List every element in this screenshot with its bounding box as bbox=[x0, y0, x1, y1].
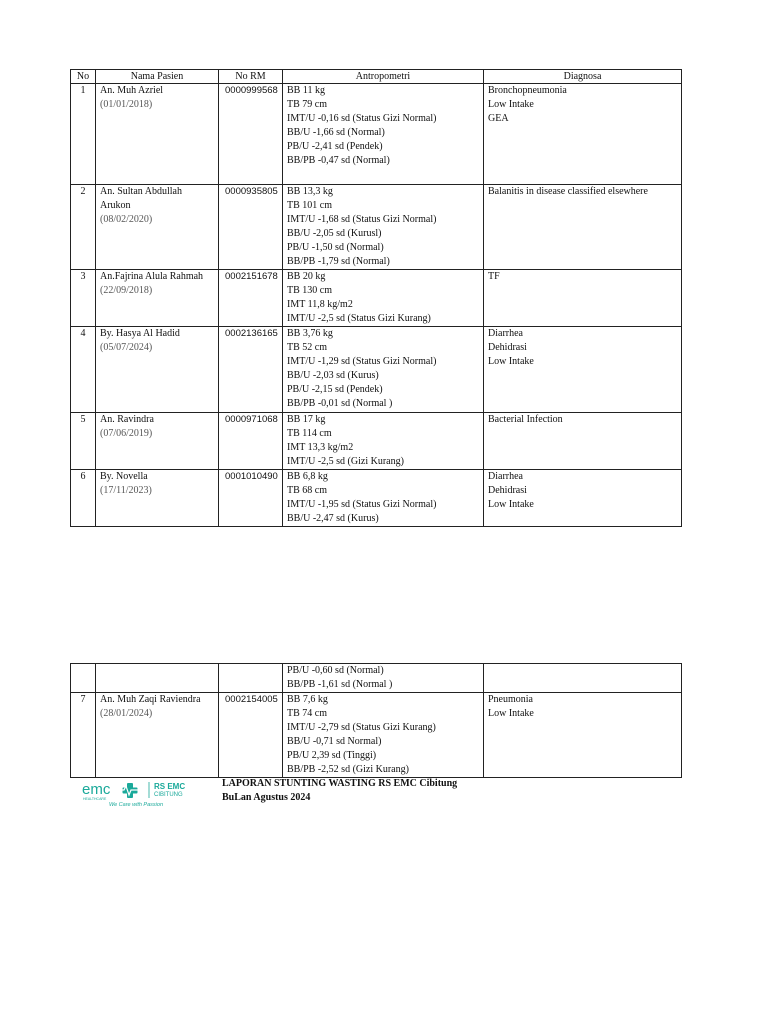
antro-line: TB 130 cm bbox=[287, 285, 332, 296]
antro-line: BB/U -2,05 sd (Kurusl) bbox=[287, 228, 382, 239]
diagnosis-line: Dehidrasi bbox=[488, 485, 527, 496]
cell-antropometri bbox=[283, 664, 484, 693]
diagnosis-line: Diarrhea bbox=[488, 328, 523, 339]
patient-dob: (28/01/2024) bbox=[100, 708, 153, 719]
antro-line: BB 3,76 kg bbox=[287, 328, 333, 339]
patient-dob: (22/09/2018) bbox=[100, 285, 153, 296]
patient-name: Arukon bbox=[100, 200, 131, 211]
cell-rm: 0002151678 bbox=[219, 270, 283, 327]
report-period: BuLan Agustus 2024 bbox=[222, 792, 311, 803]
cell-no: 1 bbox=[71, 84, 96, 185]
antro-line: TB 114 cm bbox=[287, 428, 332, 439]
cell-nama bbox=[96, 413, 219, 470]
antro-line: IMT/U -1,29 sd (Status Gizi Normal) bbox=[287, 356, 437, 367]
antro-line: IMT 11,8 kg/m2 bbox=[287, 299, 353, 310]
antro-line: TB 79 cm bbox=[287, 99, 327, 110]
cell-rm: 0000999568 bbox=[219, 84, 283, 185]
cell-diagnosa bbox=[484, 664, 682, 693]
report-footer bbox=[222, 777, 457, 805]
cell-nama bbox=[96, 84, 219, 185]
antro-line: BB/U -2,03 sd (Kurus) bbox=[287, 370, 379, 381]
cell-no: 5 bbox=[71, 413, 96, 470]
antro-line: IMT/U -1,68 sd (Status Gizi Normal) bbox=[287, 214, 437, 225]
antro-line: PB/U -2,15 sd (Pendek) bbox=[287, 384, 383, 395]
dob-value: 08/02/2020 bbox=[103, 214, 149, 225]
patient-name: An. Sultan Abdullah bbox=[100, 186, 182, 197]
antro-line: IMT/U -1,95 sd (Status Gizi Normal) bbox=[287, 499, 437, 510]
cell-antropometri bbox=[283, 470, 484, 527]
antro-line: IMT/U -2,79 sd (Status Gizi Kurang) bbox=[287, 722, 436, 733]
patient-dob: (08/02/2020) bbox=[100, 214, 153, 225]
cell-nama bbox=[96, 693, 219, 778]
diagnosis-line: Low Intake bbox=[488, 99, 534, 110]
cell-no: 2 bbox=[71, 185, 96, 270]
antro-line: BB/U -0,71 sd Normal) bbox=[287, 736, 382, 747]
logo-brand: emc bbox=[82, 781, 111, 798]
patient-dob: (05/07/2024) bbox=[100, 342, 153, 353]
antro-line: IMT/U -2,5 sd (Status Gizi Kurang) bbox=[287, 313, 431, 324]
table-row bbox=[71, 327, 682, 413]
diagnosis-line: GEA bbox=[488, 113, 509, 124]
patient-name: An. Muh Azriel bbox=[100, 85, 164, 96]
cell-antropometri bbox=[283, 84, 484, 185]
antro-line: TB 101 cm bbox=[287, 200, 332, 211]
antro-line: PB/U -2,41 sd (Pendek) bbox=[287, 141, 383, 152]
table-row bbox=[71, 470, 682, 527]
antro-line: BB/U -2,47 sd (Kurus) bbox=[287, 513, 379, 524]
diagnosis-line: Diarrhea bbox=[488, 471, 523, 482]
cell-no: 6 bbox=[71, 470, 96, 527]
antro-line: PB/U -1,50 sd (Normal) bbox=[287, 242, 384, 253]
table-row bbox=[71, 270, 682, 327]
cell-diagnosa bbox=[484, 84, 682, 185]
cell-antropometri bbox=[283, 413, 484, 470]
antro-line: BB 17 kg bbox=[287, 414, 326, 425]
cell-nama bbox=[96, 664, 219, 693]
dob-value: 01/01/2018 bbox=[103, 99, 149, 110]
antro-line: IMT/U -2,5 sd (Gizi Kurang) bbox=[287, 456, 404, 467]
cell-no bbox=[71, 664, 96, 693]
cell-nama bbox=[96, 470, 219, 527]
cell-no: 7 bbox=[71, 693, 96, 778]
antro-line: TB 74 cm bbox=[287, 708, 327, 719]
diagnosis-line: Balanitis in disease classified elsewhere bbox=[488, 186, 648, 197]
table-header-row bbox=[71, 70, 682, 84]
logo-rs: RS EMC bbox=[154, 782, 186, 791]
patient-dob: (01/01/2018) bbox=[100, 99, 153, 110]
cell-no: 4 bbox=[71, 327, 96, 413]
cell-rm: 0000971068 bbox=[219, 413, 283, 470]
diagnosis-line: Low Intake bbox=[488, 499, 534, 510]
emc-logo bbox=[80, 778, 210, 808]
antro-line: BB/PB -0,47 sd (Normal) bbox=[287, 155, 390, 166]
antro-line: IMT/U -0,16 sd (Status Gizi Normal) bbox=[287, 113, 437, 124]
cell-rm: 0002136165 bbox=[219, 327, 283, 413]
cell-antropometri bbox=[283, 270, 484, 327]
patient-name: An. Ravindra bbox=[100, 414, 154, 425]
patient-name: By. Hasya Al Hadid bbox=[100, 328, 180, 339]
antro-line: BB/U -1,66 sd (Normal) bbox=[287, 127, 385, 138]
diagnosis-line: Low Intake bbox=[488, 356, 534, 367]
cell-nama bbox=[96, 270, 219, 327]
table-row bbox=[71, 693, 682, 778]
header-antropometri: Antropometri bbox=[283, 70, 484, 84]
logo-sub: HEALTHCARE bbox=[83, 797, 107, 801]
table-row bbox=[71, 185, 682, 270]
dob-value: 05/07/2024 bbox=[103, 342, 149, 353]
cell-diagnosa bbox=[484, 470, 682, 527]
cell-rm: 0001010490 bbox=[219, 470, 283, 527]
diagnosis-line: TF bbox=[488, 271, 500, 282]
cell-rm: 0002154005 bbox=[219, 693, 283, 778]
logo-city: CIBITUNG bbox=[154, 792, 183, 798]
table-row-continuation bbox=[71, 664, 682, 693]
header-no: No bbox=[71, 70, 96, 84]
cell-diagnosa bbox=[484, 185, 682, 270]
patient-table bbox=[70, 69, 682, 527]
table-row bbox=[71, 413, 682, 470]
antro-line: BB 7,6 kg bbox=[287, 694, 328, 705]
antro-line: TB 68 cm bbox=[287, 485, 327, 496]
header-nama: Nama Pasien bbox=[96, 70, 219, 84]
antro-line: BB/PB -2,52 sd (Gizi Kurang) bbox=[287, 764, 409, 775]
antro-line: IMT 13,3 kg/m2 bbox=[287, 442, 354, 453]
antro-line: BB/PB -1,79 sd (Normal) bbox=[287, 256, 390, 267]
antro-line: BB/PB -0,01 sd (Normal ) bbox=[287, 398, 393, 409]
header-rm: No RM bbox=[219, 70, 283, 84]
header-diagnosa: Diagnosa bbox=[484, 70, 682, 84]
antro-line: TB 52 cm bbox=[287, 342, 327, 353]
antro-line: BB 6,8 kg bbox=[287, 471, 328, 482]
antro-line: BB 20 kg bbox=[287, 271, 326, 282]
antro-line: PB/U -0,60 sd (Normal) bbox=[287, 665, 384, 676]
patient-name: An.Fajrina Alula Rahmah bbox=[100, 271, 204, 282]
cell-diagnosa bbox=[484, 270, 682, 327]
antro-line: BB 13,3 kg bbox=[287, 186, 333, 197]
cell-antropometri bbox=[283, 327, 484, 413]
table-row bbox=[71, 84, 682, 185]
patient-name: By. Novella bbox=[100, 471, 148, 482]
cell-nama bbox=[96, 327, 219, 413]
diagnosis-line: Low Intake bbox=[488, 708, 534, 719]
cell-diagnosa bbox=[484, 693, 682, 778]
patient-dob: (17/11/2023) bbox=[100, 485, 152, 496]
antro-line: PB/U 2,39 sd (Tinggi) bbox=[287, 750, 377, 761]
cross-icon bbox=[118, 783, 142, 798]
dob-value: 17/11/2023 bbox=[103, 485, 149, 496]
cell-diagnosa bbox=[484, 327, 682, 413]
patient-dob: (07/06/2019) bbox=[100, 428, 153, 439]
diagnosis-line: Bacterial Infection bbox=[488, 414, 563, 425]
cell-rm: 0000935805 bbox=[219, 185, 283, 270]
dob-value: 22/09/2018 bbox=[103, 285, 149, 296]
antro-line: BB/PB -1,61 sd (Normal ) bbox=[287, 679, 393, 690]
cell-no: 3 bbox=[71, 270, 96, 327]
patient-table-continued bbox=[70, 663, 682, 778]
cell-nama bbox=[96, 185, 219, 270]
diagnosis-line: Pneumonia bbox=[488, 694, 533, 705]
dob-value: 07/06/2019 bbox=[103, 428, 149, 439]
cell-antropometri bbox=[283, 693, 484, 778]
antro-line: BB 11 kg bbox=[287, 85, 325, 96]
patient-name: An. Muh Zaqi Raviendra bbox=[100, 694, 201, 705]
cell-antropometri bbox=[283, 185, 484, 270]
cell-diagnosa bbox=[484, 413, 682, 470]
dob-value: 28/01/2024 bbox=[103, 708, 149, 719]
logo-tagline: We Care with Passion bbox=[109, 802, 164, 808]
diagnosis-line: Dehidrasi bbox=[488, 342, 527, 353]
cell-rm bbox=[219, 664, 283, 693]
diagnosis-line: Bronchopneumonia bbox=[488, 85, 567, 96]
report-title: LAPORAN STUNTING WASTING RS EMC Cibitung bbox=[222, 778, 458, 789]
